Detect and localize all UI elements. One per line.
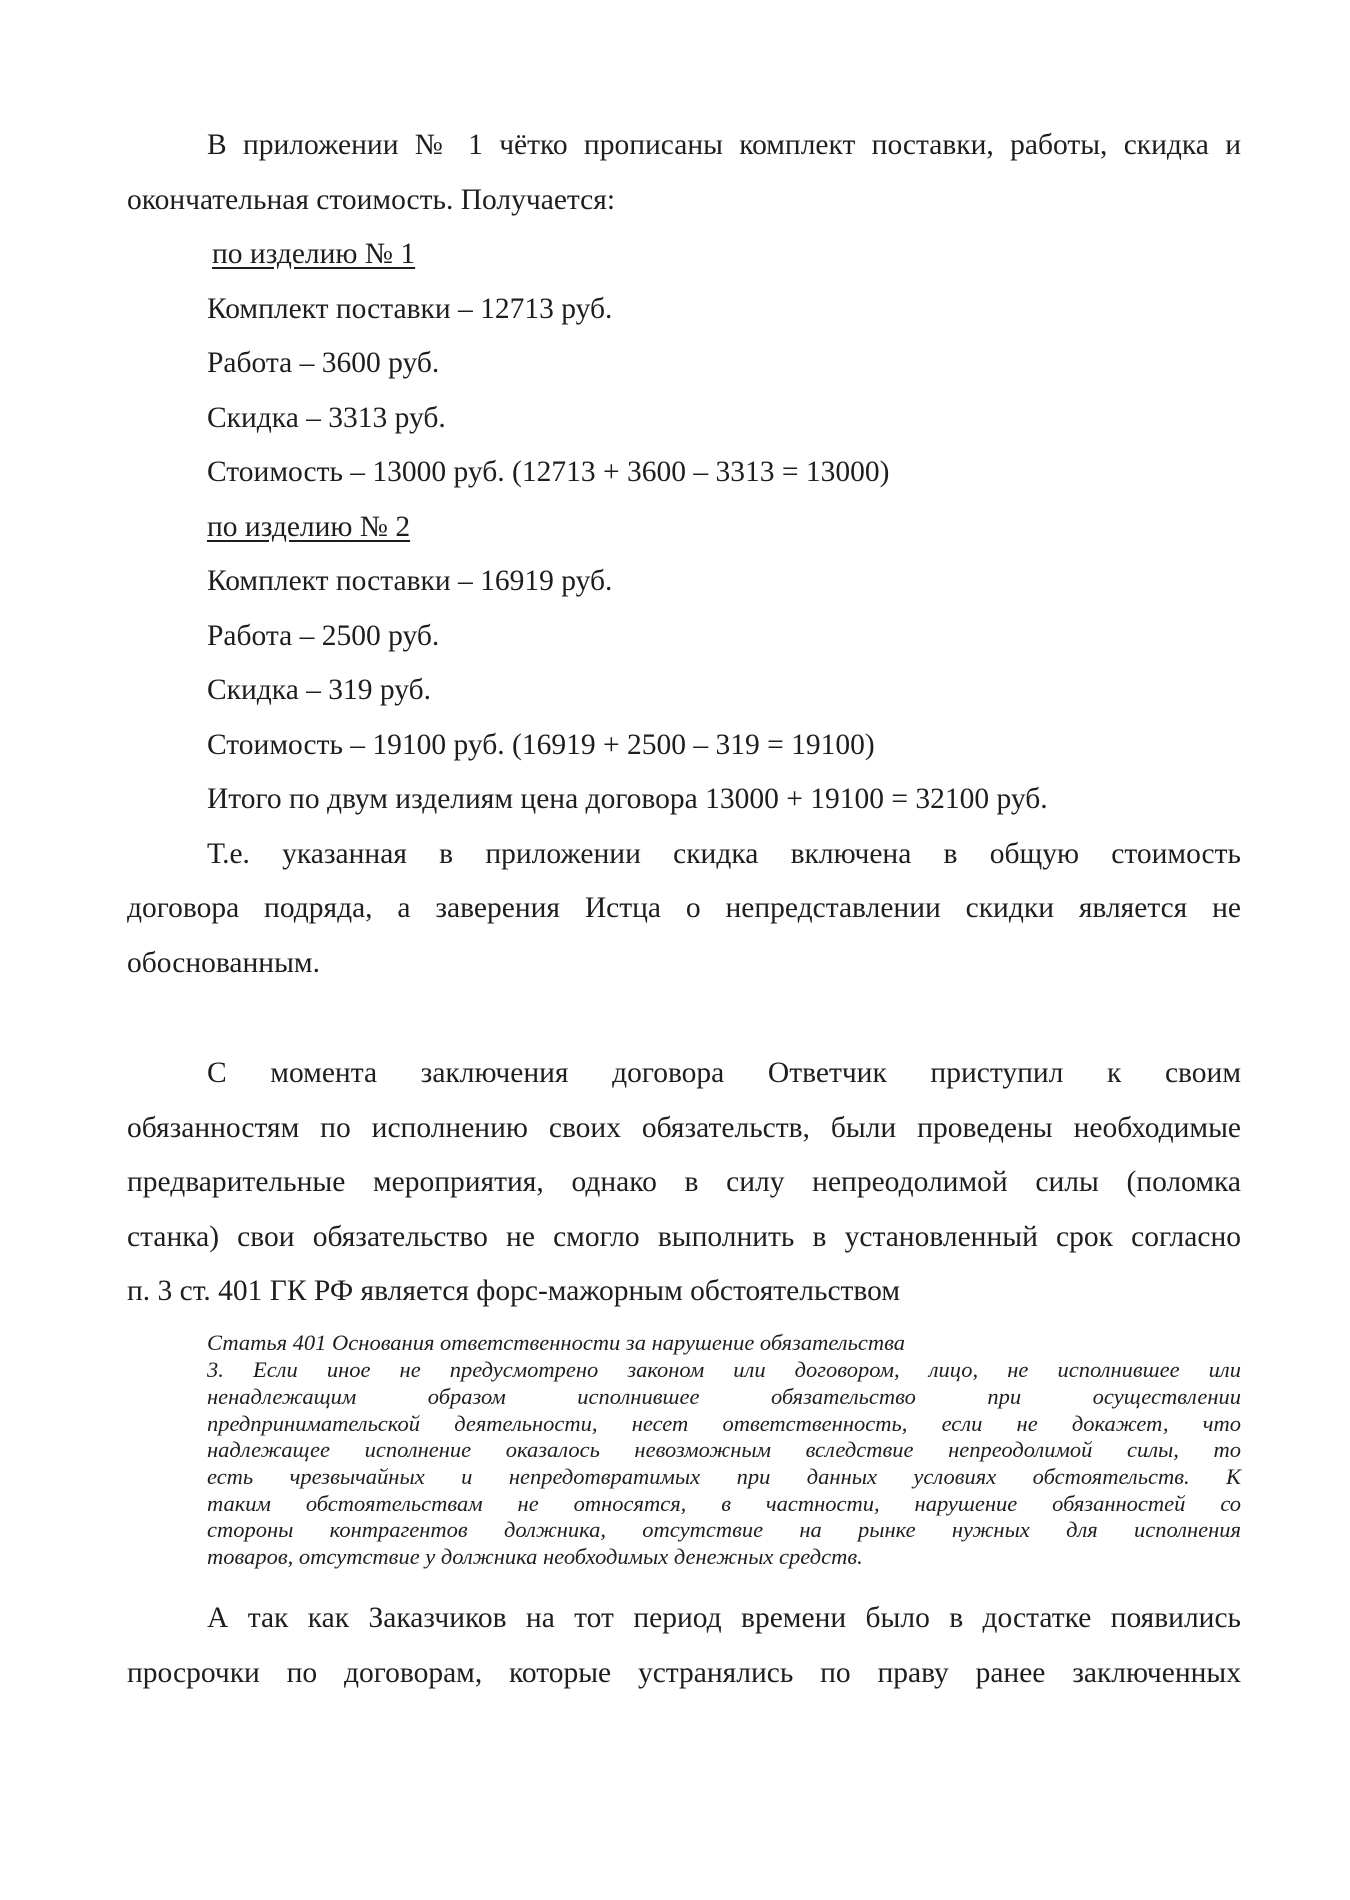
paragraph-2-line-2-text: обязанностям по исполнению своих обязательств, были проведены необходимые <box>127 1112 1241 1144</box>
conclusion-line-2-text: договора подряда, а заверения Истца о непредставлении скидки является не <box>127 892 1241 924</box>
quote-line-1: 3. Если иное не предусмотрено законом или договором, лицо, не исполнившее или <box>207 1357 1241 1382</box>
conclusion-line-1-text: Т.е. указанная в приложении скидка включена в общую стоимость <box>207 838 1241 870</box>
conclusion-line-1 <box>207 836 1241 872</box>
item1-discount: Скидка – 3313 руб. <box>207 402 446 434</box>
quote-line-2: ненадлежащим образом исполнившее обязательство при осуществлении <box>207 1384 1241 1409</box>
paragraph-3-line-2 <box>127 1655 1241 1691</box>
quote-line-8: товаров, отсутствие у должника необходимых денежных средств. <box>207 1544 863 1569</box>
item2-heading: по изделию № 2 <box>207 511 411 543</box>
paragraph-2-line-3-text: предварительные мероприятия, однако в силу непреодолимой силы (поломка <box>127 1166 1241 1198</box>
item1-cost: Стоимость – 13000 руб. (12713 + 3600 – 3313 = 13000) <box>207 456 890 488</box>
conclusion-line-2 <box>127 890 1241 926</box>
quote-line-4: надлежащее исполнение оказалось невозможным вследствие непреодолимой силы, то <box>207 1437 1241 1462</box>
item2-cost: Стоимость – 19100 руб. (16919 + 2500 – 319 = 19100) <box>207 729 875 761</box>
intro-line-1 <box>207 127 1241 163</box>
paragraph-2-line-4-text: станка) свои обязательство не смогло выполнить в установленный срок согласно <box>127 1221 1241 1253</box>
paragraph-2-line-1 <box>207 1055 1241 1091</box>
total-line: Итого по двум изделиям цена договора 13000 + 19100 = 32100 руб. <box>207 783 1048 815</box>
intro-line-2: окончательная стоимость. Получается: <box>127 184 616 216</box>
item1-heading: по изделию № 1 <box>212 238 416 270</box>
paragraph-2-line-5: п. 3 ст. 401 ГК РФ является форс-мажорным обстоятельством <box>127 1275 901 1307</box>
quote-line-5: есть чрезвычайных и непредотвратимых при данных условиях обстоятельств. К <box>207 1464 1241 1489</box>
item2-work: Работа – 2500 руб. <box>207 620 440 652</box>
paragraph-3-line-1-text: А так как Заказчиков на тот период времени было в достатке появились <box>207 1602 1241 1634</box>
paragraph-3-line-1 <box>207 1600 1241 1636</box>
item1-kit: Комплект поставки – 12713 руб. <box>207 293 613 325</box>
quote-title: Статья 401 Основания ответственности за нарушение обязательства <box>207 1330 905 1355</box>
paragraph-2-line-1-text: С момента заключения договора Ответчик приступил к своим <box>207 1057 1241 1089</box>
conclusion-line-3: обоснованным. <box>127 947 320 979</box>
item1-work: Работа – 3600 руб. <box>207 347 440 379</box>
quote-line-7: стороны контрагентов должника, отсутствие на рынке нужных для исполнения <box>207 1517 1241 1542</box>
quote-line-6: таким обстоятельствам не относятся, в частности, нарушение обязанностей со <box>207 1491 1241 1516</box>
paragraph-3-line-2-text: просрочки по договорам, которые устранялись по праву ранее заключенных <box>127 1657 1241 1689</box>
paragraph-2-line-4 <box>127 1219 1241 1255</box>
paragraph-2-line-2 <box>127 1110 1241 1146</box>
item2-kit: Комплект поставки – 16919 руб. <box>207 565 613 597</box>
paragraph-2-line-3 <box>127 1164 1241 1200</box>
item2-discount: Скидка – 319 руб. <box>207 674 432 706</box>
quote-line-3: предпринимательской деятельности, несет ответственность, если не докажет, что <box>207 1411 1241 1436</box>
intro-line-1-text: В приложении № 1 чётко прописаны комплект поставки, работы, скидка и <box>207 129 1241 161</box>
